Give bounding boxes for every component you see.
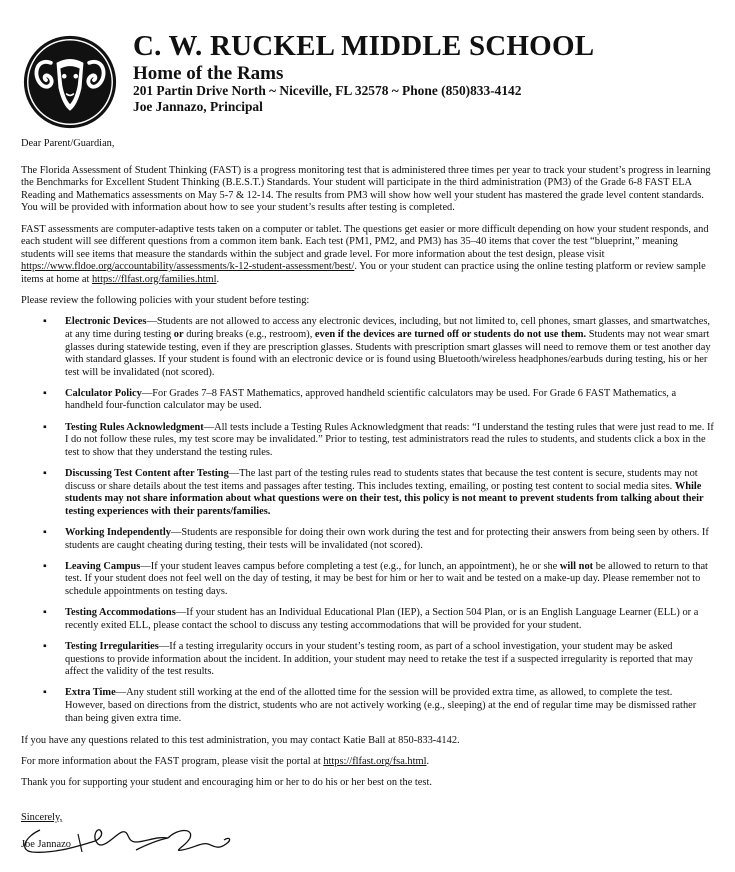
- ram-logo-icon: [22, 34, 118, 130]
- fsa-link[interactable]: https://flfast.org/fsa.html: [323, 756, 427, 768]
- signature-block: [18, 812, 258, 872]
- school-tagline: Home of the Rams: [133, 63, 284, 84]
- policy-discussing-content: ▪ Discussing Test Content after Testing—The last part of the testing rules read to students states that because the test content is secure, students may not discuss or share details about the test items and passages after testing. This includes texting, emailing, or posting test content to social media sites. While students may not share information about what questions were on their test, this policy is not meant to prevent students from talking about their testing experiences with their parents/families.: [43, 468, 704, 517]
- policies-list: [21, 316, 714, 725]
- school-address: 201 Partin Drive North ~ Niceville, FL 32578 ~ Phone (850)833-4142: [133, 83, 522, 98]
- policy-extra-time: ▪ Extra Time—Any student still working at the end of the allotted time for the session will be provided extra time, as allowed, to complete the test. However, based on directions from the district, students who are not actively working (e.g., sleeping) at the end of regular time may be dismissed rather than being given extra time.: [43, 687, 697, 724]
- closing: Sincerely,: [21, 812, 63, 823]
- thanks-paragraph: Thank you for supporting your student and encouraging him or her to do his or her best on the test.: [21, 777, 432, 789]
- more-info-paragraph: For more information about the FAST program, please visit the portal at https://flfast.org/fsa.html.: [21, 756, 430, 768]
- bullet-icon: ▪: [43, 387, 47, 399]
- bullet-icon: ▪: [43, 560, 47, 572]
- bullet-icon: ▪: [43, 421, 47, 433]
- policy-testing-rules: ▪ Testing Rules Acknowledgment—All tests include a Testing Rules Acknowledgment that reads: “I understand the testing rules that were just read to me. If I do not follow these rules, my test score may be invalidated.” Prior to testing, test administrators read the rules to students, and students click a box in the test to show that they understand the testing rules.: [43, 421, 714, 458]
- policy-accommodations: ▪ Testing Accommodations—If your student has an Individual Educational Plan (IEP), a Section 504 Plan, or is an English Language Learner (ELL) or a recently exited ELL, please contact the school to discuss any testing accommodations that will be provided for your student.: [43, 607, 699, 631]
- policy-calculator: ▪ Calculator Policy—For Grades 7–8 FAST Mathematics, approved handheld scientific calculators may be used. For Grade 6 FAST Mathematics, a handheld four-function calculator may be used.: [43, 387, 677, 412]
- policy-electronic-devices: ▪ Electronic Devices—Students are not allowed to access any electronic devices, including, but not limited to, cell phones, smart glasses, and smartwatches, at any time during testing or during breaks (e.g., restroom), even if the devices are turned off or students do not use them. Students may not wear smart glasses during statewide testing, even if they are prescription glasses. Students with prescription smart glasses will need to remove them or test another day with standard glasses. If your student is found with an electronic device or is found using Bluetooth/wireless headphones/earbuds during testing, his or her test will be invalidated (not scored).: [43, 316, 711, 378]
- adaptive-paragraph: FAST assessments are computer-adaptive tests taken on a computer or tablet. The questions get easier or more difficult depending on how your student responds, and each student will see different questions from a common item bank. Each test (PM1, PM2, and PM3) has 35–40 items that cover the test “blueprint,” meaning students will see items that measure the standards within the subject and grade level. For more information about the test design, please visit https://www.fldoe.org/accountability/assessments/k-12-student-assessment/best/. You or your student can practice using the online testing platform or review sample items at home at https://flfast.org/families.html.: [21, 223, 709, 285]
- policy-leaving-campus: ▪ Leaving Campus—If your student leaves campus before completing a test (e.g., for lunch, an appointment), he or she will not be allowed to return to that test. If your student does not feel well on the day of testing, it may be best for him or her to wait and be tested on a make-up day. Please remember not to schedule appointments on testing days.: [43, 560, 708, 597]
- families-link[interactable]: https://flfast.org/families.html: [91, 273, 217, 285]
- signer-name: Joe Jannazo: [21, 839, 71, 850]
- bullet-icon: ▪: [43, 527, 47, 538]
- bullet-icon: ▪: [43, 640, 47, 652]
- bullet-icon: ▪: [43, 607, 47, 619]
- policy-working-independently: ▪ Working Independently—Students are responsible for doing their own work during the test and for protecting their answers from being seen by others. If students are caught cheating during testing, their tests will be invalidated (not scored).: [43, 527, 709, 551]
- bullet-icon: ▪: [43, 316, 47, 328]
- questions-paragraph: If you have any questions related to this test administration, you may contact Katie Ball at 850-833-4142.: [21, 735, 460, 747]
- fldoe-link[interactable]: https://www.fldoe.org/accountability/assessments/k-12-student-assessment/best/: [21, 261, 355, 273]
- handwritten-signature-icon: [18, 816, 258, 860]
- intro-paragraph: The Florida Assessment of Student Thinking (FAST) is a progress monitoring test that is administered three times per year to track your student’s progress in learning the Benchmarks for Excellent Student Thinking (B.E.S.T.) Standards. Your student will participate in the third administration (PM3) of the Grade 6-8 FAST ELA Reading and Mathematics assessments on May 5-7 & 12-14. The results from PM3 will show how well your student has mastered the grade level content standards. You will be provided with information about how to see your student’s results after testing is completed.: [21, 164, 711, 214]
- principal-name: Joe Jannazo, Principal: [133, 99, 263, 114]
- bullet-icon: ▪: [43, 687, 47, 699]
- letter-body: [21, 138, 714, 799]
- bullet-icon: ▪: [43, 468, 47, 480]
- school-name: C. W. RUCKEL MIDDLE SCHOOL: [133, 30, 595, 62]
- policies-intro: Please review the following policies with your student before testing:: [21, 295, 310, 307]
- salutation: Dear Parent/Guardian,: [21, 138, 115, 149]
- policy-irregularities: ▪ Testing Irregularities—If a testing irregularity occurs in your student’s testing room, as part of a school investigation, your student may be asked questions to provide information about the incident. In addition, your student may need to retake the test if a suspected irregularity is reported that may affect the validity of the test results.: [43, 640, 693, 678]
